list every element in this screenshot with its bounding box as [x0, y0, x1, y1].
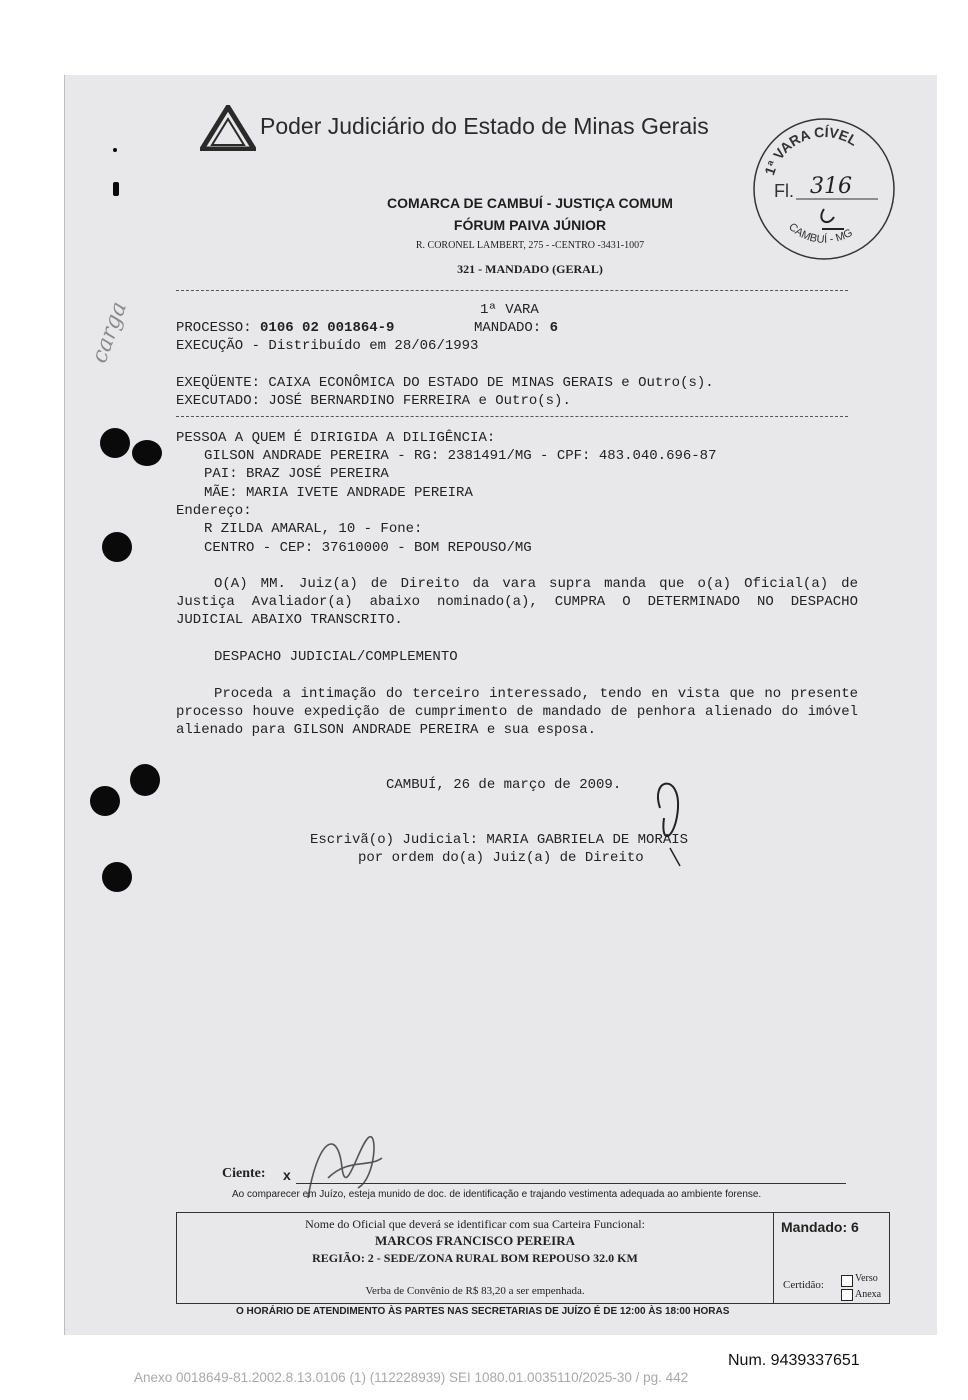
- recipient-father: PAI: BRAZ JOSÉ PEREIRA: [204, 466, 389, 482]
- vara-label: 1ª VARA: [480, 302, 539, 318]
- despacho-text: Proceda a intimação do terceiro interessado, tendo en vista que no presente processo houve expedição de cumprimento de mandado de penhora alienado do imóvel alienado para GILSON ANDRADE PEREIRA e sua esposa.: [176, 686, 858, 738]
- anexa-label: Anexa: [855, 1289, 882, 1300]
- recipient-city: CENTRO - CEP: 37610000 - BOM REPOUSO/MG: [204, 540, 532, 556]
- order-paragraph: O(A) MM. Juiz(a) de Direito da vara supra manda que o(a) Oficial(a) de Justiça Avaliador(a) abaixo nominado(a), CUMPRA O DETERMINADO NO DESPACHO JUDICIAL ABAIXO TRANSCRITO.: [176, 576, 858, 628]
- stamp-fl-label: Fl.: [774, 181, 794, 201]
- stamp-fl-number: 316: [810, 174, 852, 199]
- ciente-label: Ciente:: [222, 1166, 266, 1181]
- binder-hole: [100, 428, 130, 458]
- page-title: Poder Judiciário do Estado de Minas Gerais: [260, 113, 709, 139]
- judge-signature: [640, 778, 710, 868]
- processo-line: [176, 319, 394, 337]
- mandado-line: [474, 319, 558, 337]
- binder-hole: [132, 440, 162, 466]
- recipient-heading: PESSOA A QUEM É DIRIGIDA A DILIGÊNCIA:: [176, 430, 496, 446]
- mandado-number: 6: [549, 320, 559, 336]
- date-line: CAMBUÍ, 26 de março de 2009.: [386, 777, 622, 793]
- separator-line: [176, 416, 848, 417]
- page-footer: Anexo 0018649-81.2002.8.13.0106 (1) (112228939) SEI 1080.01.0035110/2025-30 / pg. 442: [134, 1370, 689, 1385]
- ciente-mark: x: [283, 1167, 291, 1183]
- escriva-line: Escrivã(o) Judicial: MARIA GABRIELA DE MORAIS: [310, 832, 689, 848]
- binder-hole: [90, 786, 120, 816]
- binder-mark: [113, 148, 117, 152]
- comparecer-note: Ao comparecer em Juízo, esteja munido de doc. de identificação e trajando vestimenta adequada ao ambiente forense.: [232, 1189, 762, 1200]
- officer-name: MARCOS FRANCISCO PEREIRA: [374, 1233, 576, 1248]
- mandado-box-label: Mandado: 6: [781, 1219, 859, 1235]
- mandado-label: MANDADO:: [474, 320, 542, 336]
- stamp-top-text: 1ª VARA CÍVEL: [761, 123, 861, 178]
- verso-checkbox[interactable]: [841, 1275, 853, 1287]
- binder-hole: [102, 862, 132, 892]
- execucao-line: EXECUÇÃO - Distribuído em 28/06/1993: [176, 338, 479, 354]
- processo-label: PROCESSO:: [176, 320, 252, 336]
- ordem-line: por ordem do(a) Juiz(a) de Direito: [358, 850, 644, 866]
- despacho-heading: DESPACHO JUDICIAL/COMPLEMENTO: [214, 649, 458, 665]
- separator-line: [176, 290, 848, 291]
- binder-mark: [113, 182, 119, 196]
- verba-line: Verba de Convênio de R$ 83,20 a ser empenhada.: [365, 1285, 585, 1297]
- margin-handwriting: carga: [87, 298, 133, 367]
- address-label: Endereço:: [176, 503, 252, 519]
- recipient-name: GILSON ANDRADE PEREIRA - RG: 2381491/MG - CPF: 483.040.696-87: [204, 448, 717, 464]
- forum-name: FÓRUM PAIVA JÚNIOR: [453, 217, 607, 233]
- court-stamp: [752, 117, 896, 261]
- document-number: Num. 9439337651: [728, 1352, 860, 1369]
- ciente-signature-line: [296, 1183, 846, 1184]
- executado-line: EXECUTADO: JOSÉ BERNARDINO FERREIRA e Outro(s).: [176, 393, 571, 409]
- svg-text:CAMBUÍ - MG: [786, 221, 854, 246]
- processo-number: 0106 02 001864-9: [260, 320, 395, 336]
- officer-details: [177, 1213, 774, 1303]
- officer-label: Nome do Oficial que deverá se identificar com sua Carteira Funcional:: [305, 1217, 645, 1231]
- certidao-label: Certidão:: [783, 1279, 824, 1291]
- binder-hole: [130, 764, 160, 796]
- officer-region: REGIÃO: 2 - SEDE/ZONA RURAL BOM REPOUSO 32.0 KM: [312, 1251, 638, 1265]
- stamp-bottom-text: CAMBUÍ - MG: [786, 220, 855, 246]
- comarca-name: COMARCA DE CAMBUÍ - JUSTIÇA COMUM: [387, 195, 673, 211]
- office-hours-note: O HORÁRIO DE ATENDIMENTO ÀS PARTES NAS SECRETARIAS DE JUÍZO É DE 12:00 ÀS 18:00 HORAS: [236, 1306, 730, 1317]
- recipient-street: R ZILDA AMARAL, 10 - Fone:: [204, 521, 423, 537]
- verso-label: Verso: [855, 1273, 878, 1284]
- svg-text:1ª VARA CÍVEL: [761, 124, 861, 177]
- officer-info-box: [176, 1212, 890, 1304]
- binder-hole: [102, 532, 132, 562]
- document-type: 321 - MANDADO (GERAL): [457, 262, 603, 276]
- forum-address: R. CORONEL LAMBERT, 275 - -CENTRO -3431-1007: [415, 240, 645, 251]
- anexa-checkbox[interactable]: [841, 1289, 853, 1301]
- triangle-logo-icon: [200, 105, 256, 151]
- recipient-mother: MÃE: MARIA IVETE ANDRADE PEREIRA: [204, 485, 473, 501]
- exequente-line: EXEQÜENTE: CAIXA ECONÔMICA DO ESTADO DE MINAS GERAIS e Outro(s).: [176, 375, 714, 391]
